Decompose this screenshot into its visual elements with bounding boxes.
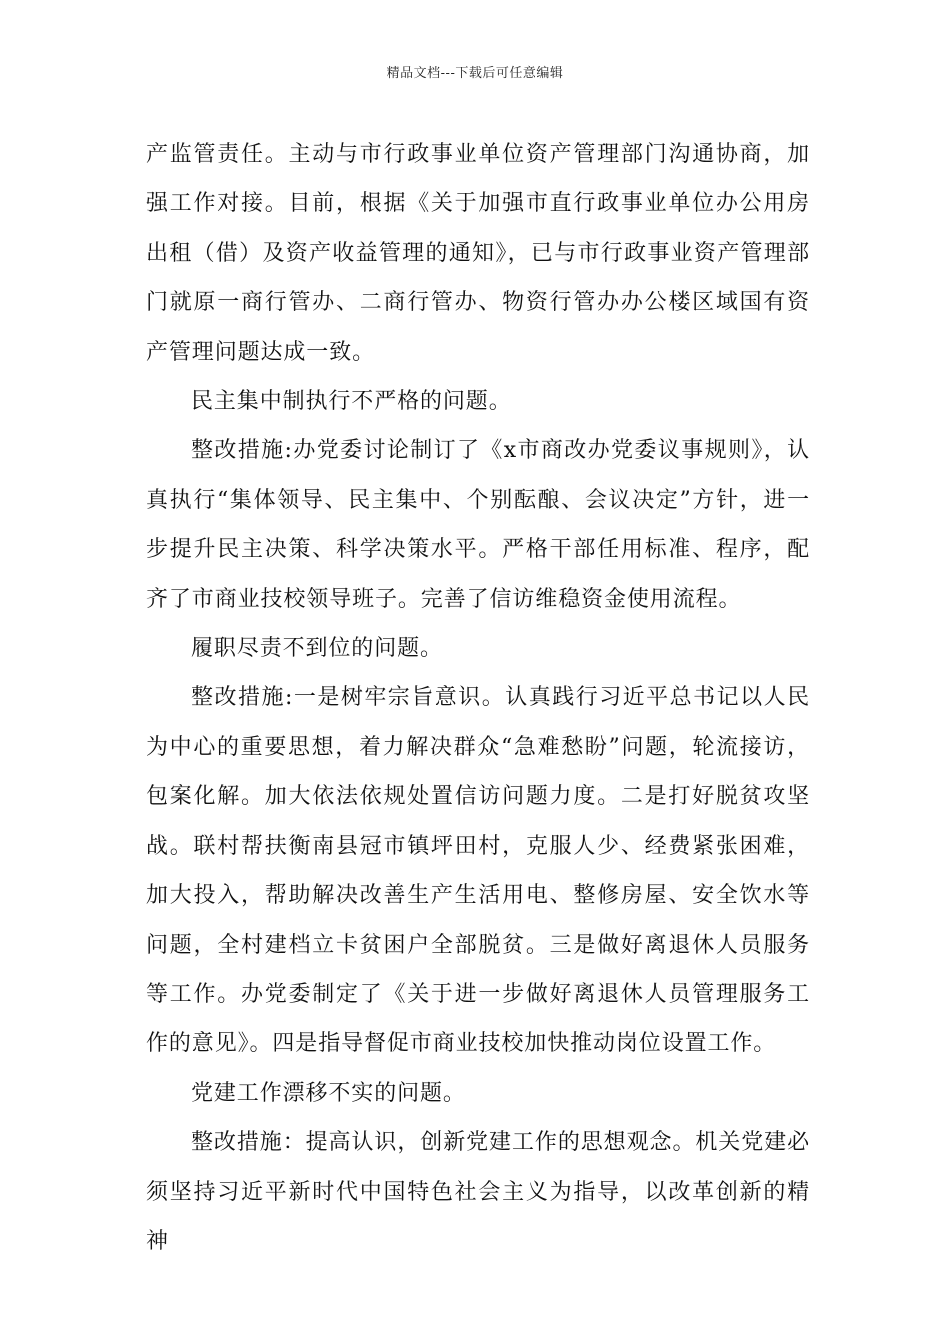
heading-duty-performance: 履职尽责不到位的问题。 — [191, 636, 443, 662]
paragraph-democratic-centralism-measures: 整改措施:办党委讨论制订了《x市商改办党委议事规则》，认真执行“集体领导、民主集中、个别酝酿、会议决定”方针，进一步提升民主决策、科学决策水平。严格干部任用标准、程序，配齐了市商业技校领导班子。完善了信访维稳资金使用流程。 — [146, 438, 810, 612]
document-body — [146, 130, 810, 1266]
heading-democratic-centralism: 民主集中制执行不严格的问题。 — [191, 389, 512, 415]
paragraph-duty-performance-measures: 整改措施:一是树牢宗旨意识。认真践行习近平总书记以人民为中心的重要思想，着力解决群众“急难愁盼”问题，轮流接访，包案化解。加大依法依规处置信访问题力度。二是打好脱贫攻坚战。联村帮扶衡南县冠市镇坪田村，克服人少、经费紧张困难，加大投入，帮助解决改善生产生活用电、整修房屋、安全饮水等问题，全村建档立卡贫困户全部脱贫。三是做好离退休人员服务等工作。办党委制定了《关于进一步做好离退休人员管理服务工作的意见》。四是指导督促市商业技校加快推动岗位设置工作。 — [146, 685, 810, 1057]
heading-party-building: 党建工作漂移不实的问题。 — [191, 1080, 466, 1106]
paragraph-party-building-measures: 整改措施：提高认识，创新党建工作的思想观念。机关党建必须坚持习近平新时代中国特色社会主义为指导，以改革创新的精神 — [146, 1130, 810, 1254]
paragraph-asset-supervision: 产监管责任。主动与市行政事业单位资产管理部门沟通协商，加强工作对接。目前，根据《关于加强市直行政事业单位办公用房出租（借）及资产收益管理的通知》，已与市行政事业资产管理部门就原一商行管办、二商行管办、物资行管办办公楼区域国有资产管理问题达成一致。 — [146, 142, 810, 365]
page-header: 精品文档---下载后可任意编辑 — [386, 66, 564, 81]
